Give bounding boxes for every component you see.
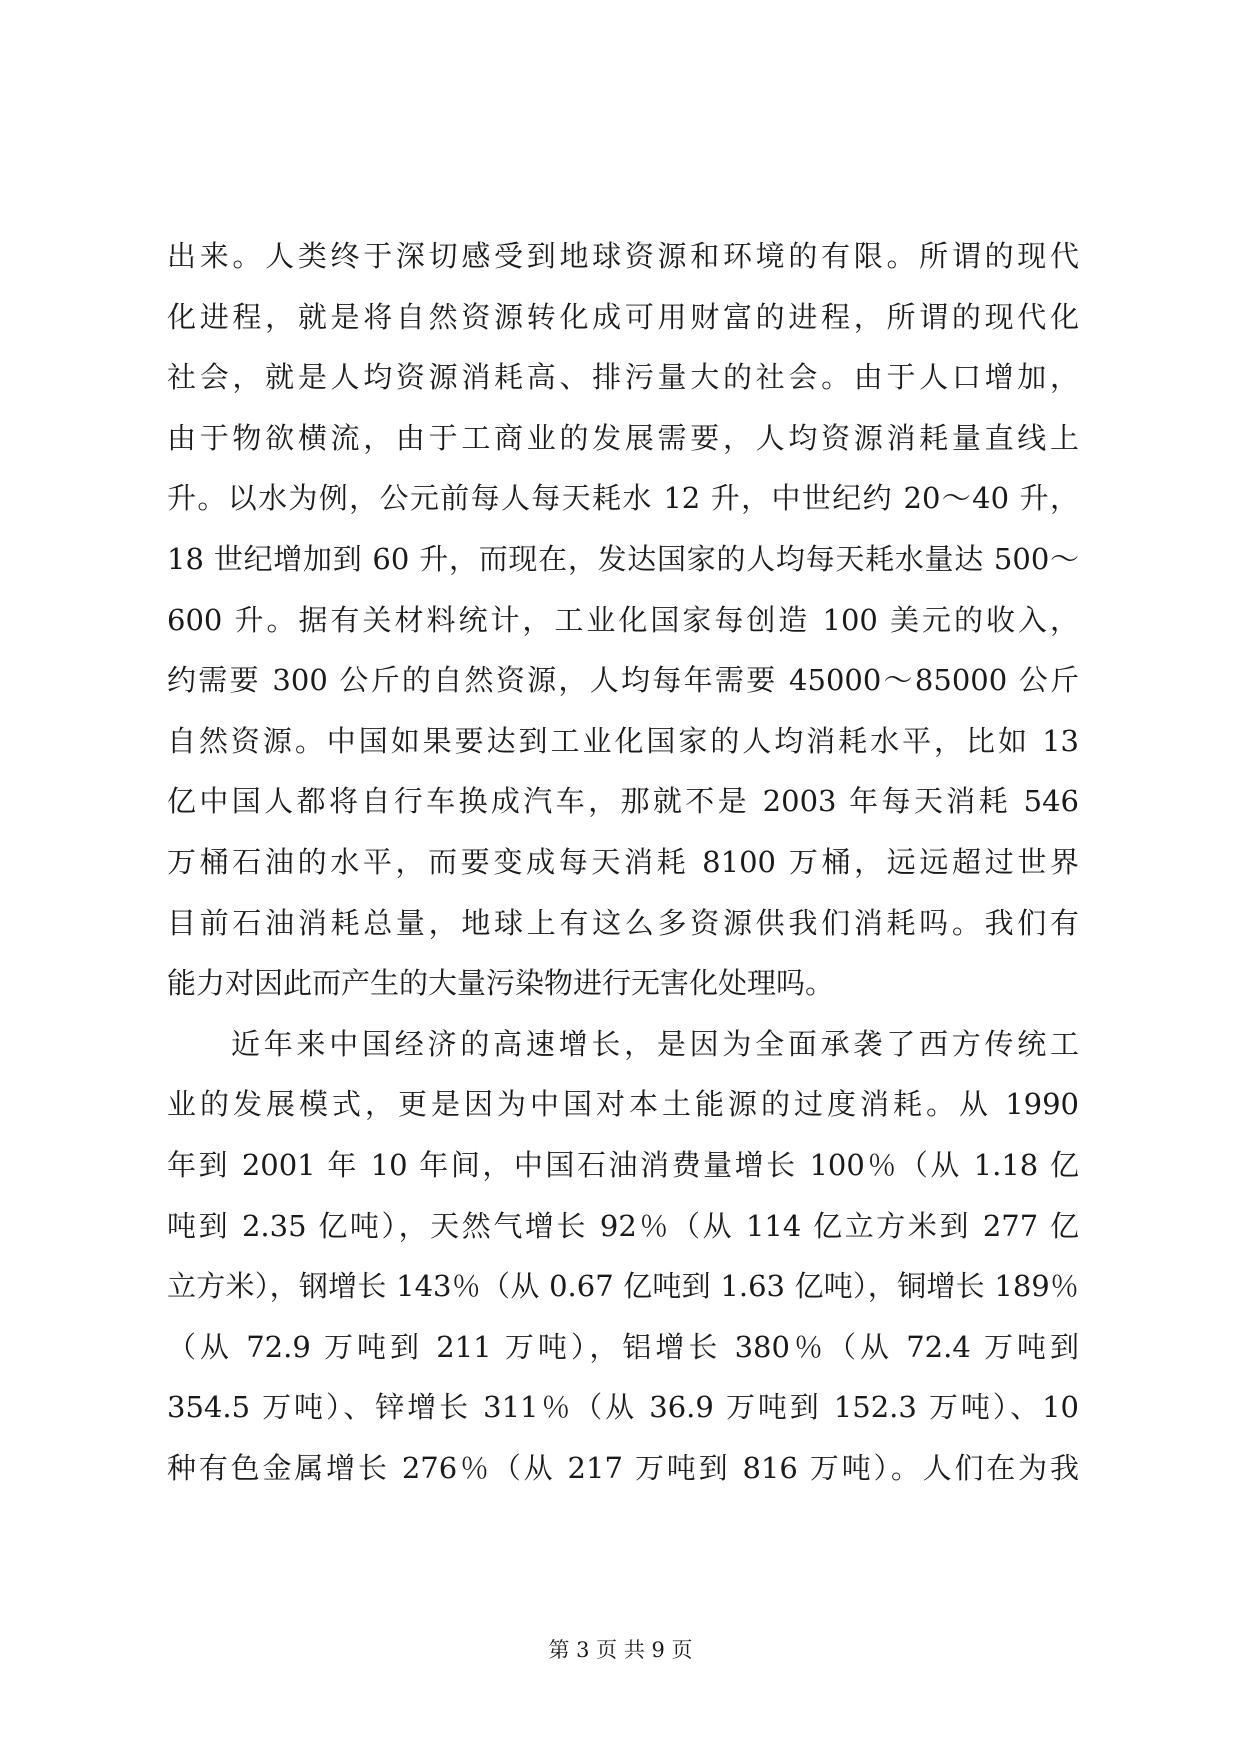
text-line: 约需要 300 公斤的自然资源，人均每年需要 45000～85000 公斤 (167, 663, 1079, 698)
text-line: （从 72.9 万吨到 211 万吨），铝增长 380％（从 72.4 万吨到 (167, 1329, 1079, 1364)
text-line: 自然资源。中国如果要达到工业化国家的人均消耗水平，比如 13 (167, 723, 1079, 758)
text-line: 354.5 万吨）、锌增长 311％（从 36.9 万吨到 152.3 万吨）、10 (167, 1390, 1079, 1425)
text-line: 化进程，就是将自然资源转化成可用财富的进程，所谓的现代化 (167, 299, 1079, 334)
text-line: 立方米），钢增长 143％（从 0.67 亿吨到 1.63 亿吨），铜增长 189％ (167, 1269, 1079, 1304)
text-line: 出来。人类终于深切感受到地球资源和环境的有限。所谓的现代 (167, 239, 1079, 273)
body-text (167, 226, 1079, 1498)
paragraph (167, 1014, 1079, 1499)
text-line: 万桶石油的水平，而要变成每天消耗 8100 万桶，远远超过世界 (167, 844, 1079, 879)
text-line: 18 世纪增加到 60 升，而现在，发达国家的人均每天耗水量达 500～ (167, 541, 1079, 576)
text-line: 由于物欲横流，由于工商业的发展需要，人均资源消耗量直线上 (167, 420, 1079, 455)
text-line: 吨到 2.35 亿吨），天然气增长 92％（从 114 亿立方米到 277 亿 (167, 1208, 1079, 1243)
text-line: 年到 2001 年 10 年间，中国石油消费量增长 100％（从 1.18 亿 (167, 1147, 1079, 1182)
text-line: 近年来中国经济的高速增长，是因为全面承袭了西方传统工 (231, 1026, 1079, 1061)
text-line: 600 升。据有关材料统计，工业化国家每创造 100 美元的收入， (167, 602, 1079, 637)
text-line: 社会，就是人均资源消耗高、排污量大的社会。由于人口增加， (167, 360, 1079, 395)
text-line: 种有色金属增长 276％（从 217 万吨到 816 万吨）。人们在为我 (167, 1450, 1079, 1485)
paragraph (167, 226, 1079, 1014)
text-line: 能力对因此而产生的大量污染物进行无害化处理吗。 (167, 966, 835, 1001)
text-line: 业的发展模式，更是因为中国对本土能源的过度消耗。从 1990 (167, 1087, 1079, 1122)
text-line: 亿中国人都将自行车换成汽车，那就不是 2003 年每天消耗 546 (167, 784, 1079, 819)
text-line: 升。以水为例，公元前每人每天耗水 12 升，中世纪约 20～40 升， (167, 481, 1079, 516)
text-line: 目前石油消耗总量，地球上有这么多资源供我们消耗吗。我们有 (167, 905, 1079, 940)
page-number: 第 3 页 共 9 页 (548, 1638, 693, 1662)
